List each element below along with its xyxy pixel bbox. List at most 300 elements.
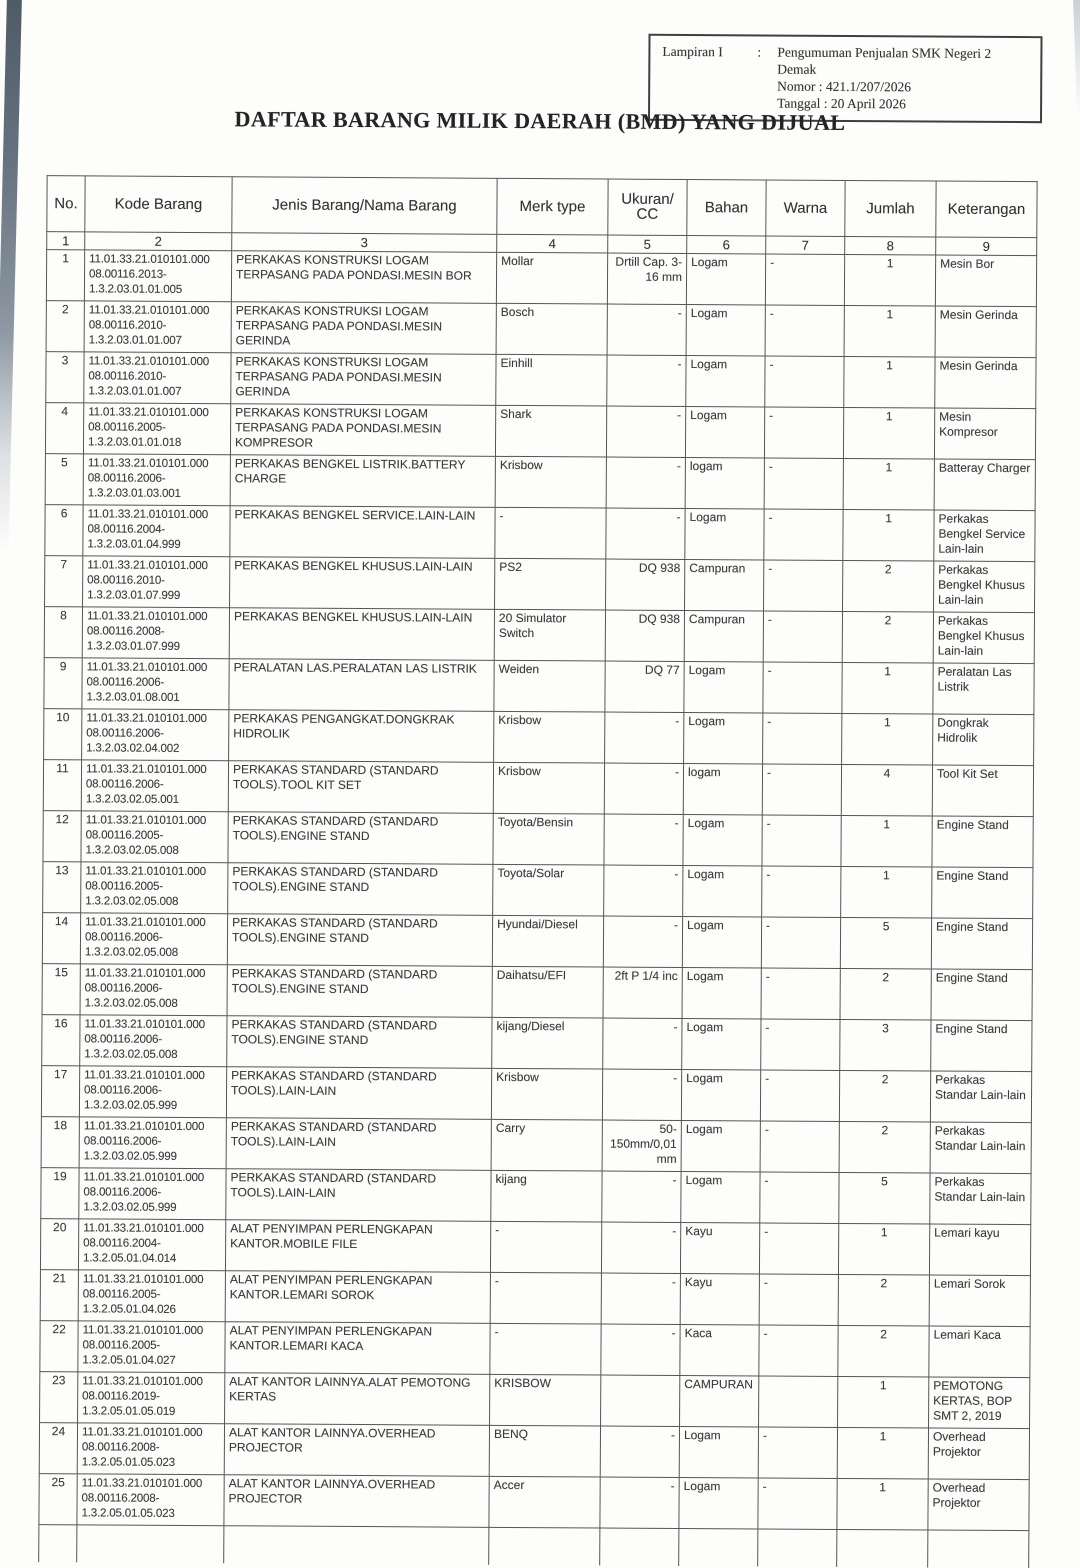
kode-line: 08.00116.2005- — [82, 1338, 161, 1352]
kode-line: 1.3.2.05.01.04.026 — [82, 1302, 176, 1316]
kode-barang-cell — [82, 658, 229, 710]
keterangan-cell: Perkakas Standar Lain-lain — [930, 1122, 1031, 1174]
table-row — [46, 250, 1036, 307]
kode-barang-cell — [80, 964, 227, 1016]
jumlah-cell: 1 — [838, 1223, 929, 1275]
merk-type-cell: PS2 — [495, 558, 606, 610]
tail-cell — [758, 1529, 837, 1567]
no-cell: 12 — [43, 811, 81, 862]
table-row — [41, 1117, 1031, 1174]
kode-line: 08.00116.2006- — [84, 1083, 162, 1097]
kode-line: 1.3.2.03.01.07.999 — [87, 588, 181, 602]
kode-line: 11.01.33.21.010101.000 — [81, 1425, 203, 1440]
kode-line: 08.00116.2004- — [87, 522, 166, 536]
warna-cell: - — [759, 1274, 838, 1325]
kode-line: 08.00116.2008- — [81, 1440, 160, 1454]
jenis-barang-cell: PERKAKAS KONSTRUKSI LOGAM TERPASANG PADA PONDASI.MESIN BOR — [231, 251, 496, 304]
table-tail-lines — [39, 1525, 1029, 1568]
ukuran-cc-cell: - — [607, 355, 686, 406]
jenis-barang-cell: PERKAKAS STANDARD (STANDARD TOOLS).TOOL KIT SET — [228, 761, 493, 814]
jumlah-cell: 2 — [842, 611, 933, 663]
jenis-barang-cell: PERKAKAS STANDARD (STANDARD TOOLS).ENGINE STAND — [227, 965, 492, 1018]
kode-barang-cell — [77, 1423, 224, 1475]
kode-line: 11.01.33.21.010101.000 — [83, 1119, 205, 1134]
bahan-cell: Kaca — [680, 1325, 759, 1376]
jenis-barang-cell: PERKAKAS STANDARD (STANDARD TOOLS).LAIN-LAIN — [226, 1118, 491, 1171]
warna-cell — [759, 1376, 838, 1427]
kode-line: 1.3.2.03.02.05.008 — [85, 894, 179, 908]
keterangan-cell: Mesin Kompresor — [934, 408, 1035, 460]
jumlah-cell: 1 — [841, 815, 932, 867]
merk-type-cell: Hyundai/Diesel — [492, 915, 603, 967]
kode-line: 11.01.33.21.010101.000 — [84, 966, 206, 981]
kode-line: 11.01.33.21.010101.000 — [82, 1374, 203, 1389]
ukuran-cc-cell: 50-150mm/0,01mm — [602, 1120, 681, 1171]
jenis-barang-cell: PERKAKAS STANDARD (STANDARD TOOLS).LAIN-LAIN — [226, 1169, 491, 1222]
col-header-warna: Warna — [766, 180, 845, 236]
keterangan-cell: Overhead Projektor — [928, 1428, 1029, 1480]
bahan-cell: Campuran — [684, 611, 763, 662]
jumlah-cell: 1 — [837, 1478, 928, 1530]
col-num: 1 — [47, 232, 85, 250]
tail-cell — [224, 1526, 489, 1565]
jumlah-cell: 5 — [839, 1172, 930, 1224]
kode-line: 08.00116.2008- — [86, 624, 165, 638]
col-header-ukuran: Ukuran/ CC — [608, 179, 687, 235]
merk-type-cell: kijang — [491, 1170, 602, 1222]
table-body — [39, 250, 1037, 1568]
kode-line: 11.01.33.21.010101.000 — [88, 354, 210, 369]
no-cell: 1 — [46, 250, 84, 301]
bahan-cell: Logam — [681, 1070, 760, 1121]
kode-line: 11.01.33.21.010101.000 — [86, 711, 207, 726]
kode-line: 08.00116.2005- — [85, 879, 163, 893]
jumlah-cell: 2 — [843, 560, 934, 612]
kode-line: 1.3.2.03.02.05.008 — [85, 843, 179, 857]
kode-line: 08.00116.2006- — [86, 675, 165, 689]
warna-cell: - — [759, 1223, 838, 1274]
col-header-jenis: Jenis Barang/Nama Barang — [232, 177, 497, 235]
jenis-barang-cell: PERKAKAS KONSTRUKSI LOGAM TERPASANG PADA PONDASI.MESIN KOMPRESOR — [230, 404, 495, 457]
col-num: 4 — [497, 234, 608, 253]
merk-type-cell: Krisbow — [495, 456, 606, 508]
no-cell: 4 — [45, 403, 83, 454]
jenis-barang-cell: PERKAKAS PENGANGKAT.DONGKRAK HIDROLIK — [229, 710, 494, 763]
kode-line: 1.3.2.03.02.05.008 — [84, 1047, 178, 1061]
jenis-barang-cell: ALAT KANTOR LAINNYA.OVERHEAD PROJECTOR — [224, 1424, 489, 1477]
jumlah-cell: 2 — [838, 1274, 929, 1326]
ukuran-cc-cell: 2ft P 1/4 inc — [603, 967, 682, 1018]
kode-line: 1.3.2.05.01.05.023 — [81, 1455, 175, 1469]
lampiran-lines — [777, 44, 1030, 114]
table-row — [44, 607, 1034, 664]
tanggal-line: Tanggal : 20 April 2026 — [777, 95, 906, 112]
kode-barang-cell — [78, 1321, 225, 1373]
table-row — [42, 1015, 1032, 1072]
kode-line: 08.00116.2008- — [81, 1491, 160, 1505]
tail-cell — [77, 1525, 224, 1563]
kode-line: 08.00116.2006- — [86, 726, 164, 740]
table-row — [45, 505, 1035, 562]
table-row — [45, 454, 1035, 511]
kode-barang-cell — [83, 403, 230, 455]
keterangan-cell: PEMOTONG KERTAS, BOP SMT 2, 2019 — [929, 1377, 1030, 1429]
jumlah-cell: 5 — [840, 917, 931, 969]
jumlah-cell: 1 — [842, 662, 933, 714]
tail-cell — [489, 1527, 600, 1565]
kode-line: 08.00116.2010- — [88, 369, 167, 383]
kode-line: 08.00116.2006- — [83, 1185, 162, 1199]
table-row — [44, 709, 1034, 766]
col-num: 2 — [85, 232, 232, 251]
nomor-line: Nomor : 421.1/207/2026 — [777, 78, 912, 95]
bahan-cell: Logam — [686, 305, 765, 356]
kode-line: 11.01.33.21.010101.000 — [81, 1476, 203, 1491]
no-cell: 8 — [44, 607, 82, 658]
jenis-barang-cell: ALAT PENYIMPAN PERLENGKAPAN KANTOR.LEMARI KACA — [225, 1322, 490, 1375]
warna-cell: - — [763, 713, 842, 764]
ukuran-cc-cell: - — [605, 712, 684, 763]
no-cell: 10 — [44, 709, 82, 760]
keterangan-cell: Overhead Projektor — [928, 1479, 1029, 1531]
jenis-barang-cell: PERALATAN LAS.PERALATAN LAS LISTRIK — [229, 659, 494, 712]
jumlah-cell: 1 — [843, 407, 934, 459]
ukuran-cc-cell: - — [603, 916, 682, 967]
kode-line: 08.00116.2006- — [84, 1032, 162, 1046]
jenis-barang-cell: PERKAKAS STANDARD (STANDARD TOOLS).ENGINE STAND — [227, 914, 492, 967]
tail-cell — [39, 1525, 77, 1563]
warna-cell: - — [761, 968, 840, 1019]
jenis-barang-cell: ALAT KANTOR LAINNYA.ALAT PEMOTONG KERTAS — [225, 1373, 490, 1426]
table-header-row — [47, 176, 1037, 238]
col-num: 6 — [687, 236, 766, 254]
jumlah-cell: 1 — [843, 458, 934, 510]
ukuran-cc-cell: - — [606, 457, 685, 508]
no-cell: 3 — [46, 352, 84, 403]
bahan-cell: Logam — [681, 1121, 760, 1172]
no-cell: 17 — [41, 1066, 79, 1117]
no-cell: 23 — [40, 1372, 78, 1423]
kode-barang-cell — [84, 301, 231, 353]
kode-line: 1.3.2.03.01.01.005 — [88, 282, 183, 296]
ukuran-cc-cell: DQ 77 — [605, 661, 684, 712]
merk-type-cell: Krisbow — [493, 762, 604, 814]
kode-barang-cell — [81, 862, 228, 914]
keterangan-cell: Engine Stand — [931, 918, 1032, 970]
table-row — [40, 1372, 1030, 1429]
jumlah-cell: 1 — [844, 254, 935, 306]
kode-line: 1.3.2.05.01.04.014 — [83, 1251, 177, 1265]
warna-cell: - — [761, 1019, 840, 1070]
jumlah-cell: 1 — [844, 356, 935, 408]
ukuran-cc-cell: - — [601, 1222, 680, 1273]
warna-cell: - — [764, 458, 843, 509]
col-header-no: No. — [47, 176, 85, 232]
kode-barang-cell — [84, 250, 231, 302]
keterangan-cell: Perkakas Bengkel Khusus Lain-lain — [933, 612, 1034, 664]
keterangan-cell: Mesin Gerinda — [935, 357, 1036, 409]
warna-cell: - — [764, 407, 843, 458]
col-header-merk: Merk type — [497, 178, 608, 235]
merk-type-cell: 20 Simulator Switch — [494, 609, 605, 661]
warna-cell: - — [760, 1121, 839, 1172]
kode-line: 1.3.2.05.01.04.027 — [82, 1353, 176, 1367]
no-cell: 15 — [42, 964, 80, 1015]
jumlah-cell: 2 — [839, 1121, 930, 1173]
kode-line: 1.3.2.03.02.04.002 — [86, 741, 180, 755]
table-row — [43, 811, 1033, 868]
warna-cell: - — [760, 1172, 839, 1223]
keterangan-cell: Lemari Sorok — [929, 1275, 1030, 1327]
table-row — [44, 658, 1034, 715]
kode-barang-cell — [81, 811, 228, 863]
jumlah-cell: 1 — [842, 713, 933, 765]
warna-cell: - — [764, 509, 843, 560]
no-cell: 25 — [39, 1474, 77, 1525]
kode-line: 1.3.2.03.02.05.999 — [83, 1098, 178, 1112]
ukuran-cc-cell: - — [604, 814, 683, 865]
kode-line: 1.3.2.03.02.05.999 — [83, 1200, 177, 1214]
bahan-cell: logam — [683, 764, 762, 815]
kode-line: 08.00116.2006- — [84, 981, 163, 995]
merk-type-cell: Mollar — [496, 252, 607, 304]
kode-line: 08.00116.2005- — [82, 1287, 161, 1301]
kode-line: 1.3.2.03.01.01.007 — [88, 384, 182, 398]
kode-line: 08.00116.2006- — [85, 777, 164, 791]
jenis-barang-cell: ALAT PENYIMPAN PERLENGKAPAN KANTOR.LEMARI SOROK — [225, 1271, 490, 1324]
bahan-cell: Logam — [679, 1477, 758, 1528]
kode-line: 08.00116.2006- — [84, 930, 163, 944]
merk-type-cell: Shark — [495, 405, 606, 457]
jumlah-cell: 2 — [838, 1325, 929, 1377]
keterangan-cell: Engine Stand — [932, 816, 1033, 868]
ukuran-cc-cell: - — [604, 865, 683, 916]
tail-cell — [837, 1529, 928, 1567]
warna-cell: - — [762, 866, 841, 917]
keterangan-cell: Perkakas Standar Lain-lain — [930, 1071, 1031, 1123]
kode-line: 08.00116.2004- — [83, 1236, 161, 1250]
kode-barang-cell — [81, 760, 228, 812]
merk-type-cell: - — [490, 1272, 601, 1324]
kode-line: 1.3.2.03.01.08.001 — [86, 690, 180, 704]
jenis-barang-cell: PERKAKAS BENGKEL SERVICE.LAIN-LAIN — [230, 506, 495, 559]
kode-line: 11.01.33.21.010101.000 — [82, 1323, 204, 1338]
kode-line: 08.00116.2010- — [88, 318, 167, 332]
keterangan-cell: Engine Stand — [931, 969, 1032, 1021]
table-row — [46, 352, 1036, 409]
keterangan-cell: Mesin Bor — [935, 255, 1036, 307]
kode-line: 11.01.33.21.010101.000 — [85, 915, 206, 930]
table-row — [45, 556, 1035, 613]
kode-line: 11.01.33.21.010101.000 — [84, 1017, 205, 1032]
ukuran-cc-cell: - — [603, 1018, 682, 1069]
keterangan-cell: Engine Stand — [932, 867, 1033, 919]
kode-line: 1.3.2.05.01.05.023 — [81, 1506, 175, 1520]
kode-line: 08.00116.2005- — [85, 828, 164, 842]
no-cell: 5 — [45, 454, 83, 505]
kode-barang-cell — [79, 1168, 226, 1220]
merk-type-cell: Krisbow — [494, 711, 605, 763]
bahan-cell: Logam — [686, 254, 765, 305]
table-row — [42, 964, 1032, 1021]
jenis-barang-cell: ALAT KANTOR LAINNYA.OVERHEAD PROJECTOR — [224, 1475, 489, 1528]
warna-cell: - — [758, 1427, 837, 1478]
col-header-jumlah: Jumlah — [845, 180, 936, 237]
table-row — [45, 403, 1035, 460]
table-row — [41, 1168, 1031, 1225]
bahan-cell: Logam — [686, 356, 765, 407]
merk-type-cell: Weiden — [494, 660, 605, 712]
jumlah-cell: 1 — [841, 866, 932, 918]
ukuran-cc-cell: - — [600, 1426, 679, 1477]
kode-barang-cell — [80, 1015, 227, 1067]
no-cell: 2 — [46, 301, 84, 352]
warna-cell: - — [763, 662, 842, 713]
bahan-cell: Kayu — [680, 1274, 759, 1325]
ukuran-cc-cell: Drtill Cap. 3-16 mm — [607, 253, 686, 304]
keterangan-cell: Tool Kit Set — [932, 765, 1033, 817]
warna-cell: - — [764, 560, 843, 611]
keterangan-cell: Lemari Kaca — [929, 1326, 1030, 1378]
kode-barang-cell — [82, 607, 229, 659]
kode-line: 1.3.2.03.02.05.999 — [83, 1149, 177, 1163]
table-row — [40, 1270, 1030, 1327]
bahan-cell: Logam — [681, 1172, 760, 1223]
kode-line: 08.00116.2010- — [87, 573, 165, 587]
keterangan-cell: Peralatan Las Listrik — [933, 663, 1034, 715]
kode-line: 11.01.33.21.010101.000 — [83, 1170, 205, 1185]
jumlah-cell: 2 — [839, 1070, 930, 1122]
jumlah-cell: 2 — [840, 968, 931, 1020]
merk-type-cell: Daihatsu/EFI — [492, 966, 603, 1018]
kode-line: 1.3.2.03.02.05.001 — [85, 792, 179, 806]
no-cell: 18 — [41, 1117, 79, 1168]
jenis-barang-cell: PERKAKAS STANDARD (STANDARD TOOLS).LAIN-LAIN — [226, 1067, 491, 1120]
tail-cell — [928, 1530, 1029, 1568]
no-cell: 7 — [45, 556, 83, 607]
warna-cell: - — [765, 254, 844, 305]
ukuran-cc-cell: - — [606, 406, 685, 457]
jumlah-cell: 1 — [838, 1376, 929, 1428]
warna-cell: - — [758, 1478, 837, 1529]
keterangan-cell: Dongkrak Hidrolik — [933, 714, 1034, 766]
ukuran-cc-cell: DQ 938 — [606, 559, 685, 610]
kode-barang-cell — [84, 352, 231, 404]
warna-cell: - — [759, 1325, 838, 1376]
no-cell: 19 — [41, 1168, 79, 1219]
ukuran-cc-cell: - — [602, 1069, 681, 1120]
kode-barang-cell — [82, 709, 229, 761]
keterangan-cell: Mesin Gerinda — [935, 306, 1036, 358]
ukuran-cc-cell: - — [604, 763, 683, 814]
kode-line: 11.01.33.21.010101.000 — [88, 303, 210, 318]
jenis-barang-cell: PERKAKAS BENGKEL LISTRIK.BATTERY CHARGE — [230, 455, 495, 508]
table-row — [39, 1474, 1029, 1531]
jenis-barang-cell: PERKAKAS KONSTRUKSI LOGAM TERPASANG PADA PONDASI.MESIN GERINDA — [231, 353, 496, 406]
jenis-barang-cell: PERKAKAS KONSTRUKSI LOGAM TERPASANG PADA PONDASI.MESIN GERINDA — [231, 302, 496, 355]
merk-type-cell: Toyota/Solar — [493, 864, 604, 916]
col-num: 3 — [232, 233, 497, 253]
ukuran-cc-cell: - — [607, 304, 686, 355]
table-row — [43, 760, 1033, 817]
bahan-cell: Logam — [683, 815, 762, 866]
bahan-cell: Campuran — [685, 560, 764, 611]
kode-line: 08.00116.2006- — [83, 1134, 162, 1148]
merk-type-cell: Toyota/Bensin — [493, 813, 604, 865]
kode-line: 11.01.33.21.010101.000 — [84, 1068, 205, 1083]
bahan-cell: Logam — [679, 1426, 758, 1477]
bahan-cell: Logam — [684, 662, 763, 713]
kode-line: 1.3.2.03.01.01.007 — [88, 333, 182, 347]
merk-type-cell: Accer — [489, 1476, 600, 1528]
jenis-barang-cell: PERKAKAS BENGKEL KHUSUS.LAIN-LAIN — [230, 557, 495, 610]
no-cell: 11 — [43, 760, 81, 811]
table-row — [46, 301, 1036, 358]
bahan-cell: logam — [685, 458, 764, 509]
kode-line: 1.3.2.03.01.01.018 — [87, 435, 182, 449]
table-row — [41, 1066, 1031, 1123]
warna-cell: - — [765, 356, 844, 407]
keterangan-cell: Engine Stand — [931, 1020, 1032, 1072]
no-cell: 16 — [42, 1015, 80, 1066]
kode-line: 11.01.33.21.010101.000 — [86, 609, 208, 624]
kode-barang-cell — [79, 1066, 226, 1118]
kode-line: 11.01.33.21.010101.000 — [87, 456, 209, 471]
merk-type-cell: Bosch — [496, 303, 607, 355]
kode-line: 11.01.33.21.010101.000 — [88, 405, 209, 420]
warna-cell: - — [762, 815, 841, 866]
jumlah-cell: 1 — [837, 1427, 928, 1479]
ukuran-cc-cell: - — [601, 1273, 680, 1324]
jenis-barang-cell: PERKAKAS STANDARD (STANDARD TOOLS).ENGINE STAND — [228, 863, 493, 916]
ukuran-cc-cell — [601, 1375, 680, 1426]
kode-line: 1.3.2.03.01.03.001 — [87, 486, 181, 500]
kode-barang-cell — [79, 1117, 226, 1169]
warna-cell: - — [762, 764, 841, 815]
no-cell: 9 — [44, 658, 82, 709]
kode-line: 11.01.33.21.010101.000 — [83, 1221, 204, 1236]
merk-type-cell: kijang/Diesel — [492, 1017, 603, 1069]
jenis-barang-cell: PERKAKAS STANDARD (STANDARD TOOLS).ENGINE STAND — [227, 1016, 492, 1069]
merk-type-cell: Carry — [491, 1119, 602, 1171]
no-cell: 13 — [43, 862, 81, 913]
kode-line: 08.00116.2005- — [88, 420, 166, 434]
kode-barang-cell — [83, 454, 230, 506]
no-cell: 22 — [40, 1321, 78, 1372]
bahan-cell: Logam — [682, 1019, 761, 1070]
merk-type-cell: Einhill — [496, 354, 607, 406]
bahan-cell: CAMPURAN — [680, 1375, 759, 1426]
kode-line: 1.3.2.03.01.04.999 — [87, 537, 181, 551]
kode-line: 1.3.2.05.01.05.019 — [82, 1404, 176, 1418]
kode-line: 08.00116.2006- — [87, 471, 166, 485]
no-cell: 21 — [40, 1270, 78, 1321]
kode-line: 11.01.33.21.010101.000 — [82, 1272, 204, 1287]
kode-barang-cell — [78, 1219, 225, 1271]
kode-line: 11.01.33.21.010101.000 — [85, 813, 207, 828]
kode-line: 11.01.33.21.010101.000 — [87, 507, 209, 522]
kode-line: 1.3.2.03.02.05.008 — [84, 945, 179, 959]
keterangan-cell: Perkakas Standar Lain-lain — [930, 1173, 1031, 1225]
no-cell: 14 — [42, 913, 80, 964]
bahan-cell: Logam — [685, 509, 764, 560]
warna-cell: - — [763, 611, 842, 662]
no-cell: 6 — [45, 505, 83, 556]
page-title: DAFTAR BARANG MILIK DAERAH (BMD) YANG DIJUAL — [234, 106, 846, 135]
kode-barang-cell — [78, 1372, 225, 1424]
keterangan-cell: Perkakas Bengkel Khusus Lain-lain — [934, 561, 1035, 613]
keterangan-cell: Lemari kayu — [929, 1224, 1030, 1276]
